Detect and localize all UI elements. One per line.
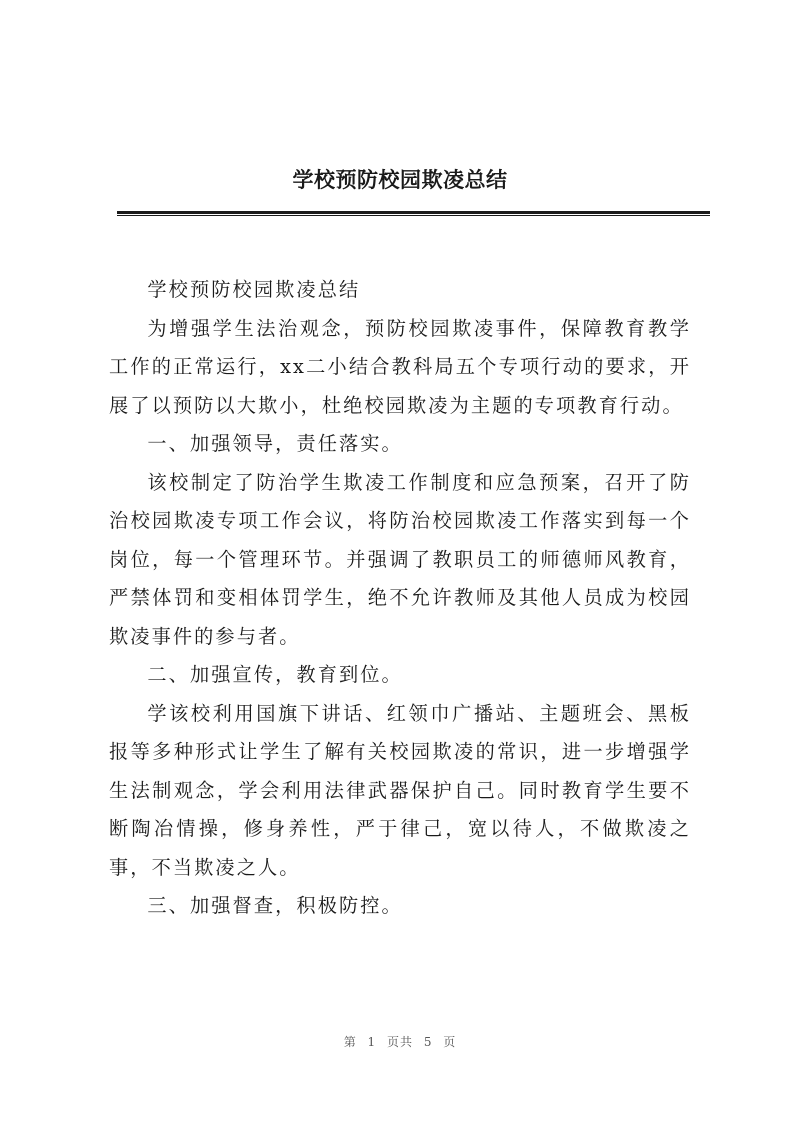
paragraph-intro: 为增强学生法治观念，预防校园欺凌事件，保障教育教学工作的正常运行，xx二小结合教科局五个专项行动的要求，开展了以预防以大欺小，杜绝校园欺凌为主题的专项教育行动。: [109, 316, 691, 417]
paragraph-section-1: 该校制定了防治学生欺凌工作制度和应急预案，召开了防治校园欺凌专项工作会议，将防治校园欺凌工作落实到每一个岗位，每一个管理环节。并强调了教职员工的师德师风教育，严禁体罚和变相体罚学生，绝不允许教师及其他人员成为校园欺凌事件的参与者。: [109, 470, 691, 648]
section-heading-3: 三、加强督查，积极防控。: [147, 894, 403, 917]
page-footer: 第 1 页共 5 页: [343, 1035, 457, 1049]
document-body: [109, 271, 691, 926]
page-title: 学校预防校园欺凌总结: [292, 167, 508, 192]
paragraph-heading: 学校预防校园欺凌总结: [147, 278, 361, 301]
section-heading-2: 二、加强宣传，教育到位。: [147, 663, 403, 686]
title-divider: [117, 211, 710, 216]
paragraph-section-2: 学该校利用国旗下讲话、红领巾广播站、主题班会、黑板报等多种形式让学生了解有关校园欺凌的常识，进一步增强学生法制观念，学会利用法律武器保护自己。同时教育学生要不断陶冶情操，修身养性，严于律己，宽以待人，不做欺凌之事，不当欺凌之人。: [109, 701, 691, 879]
section-heading-1: 一、加强领导，责任落实。: [147, 432, 403, 455]
